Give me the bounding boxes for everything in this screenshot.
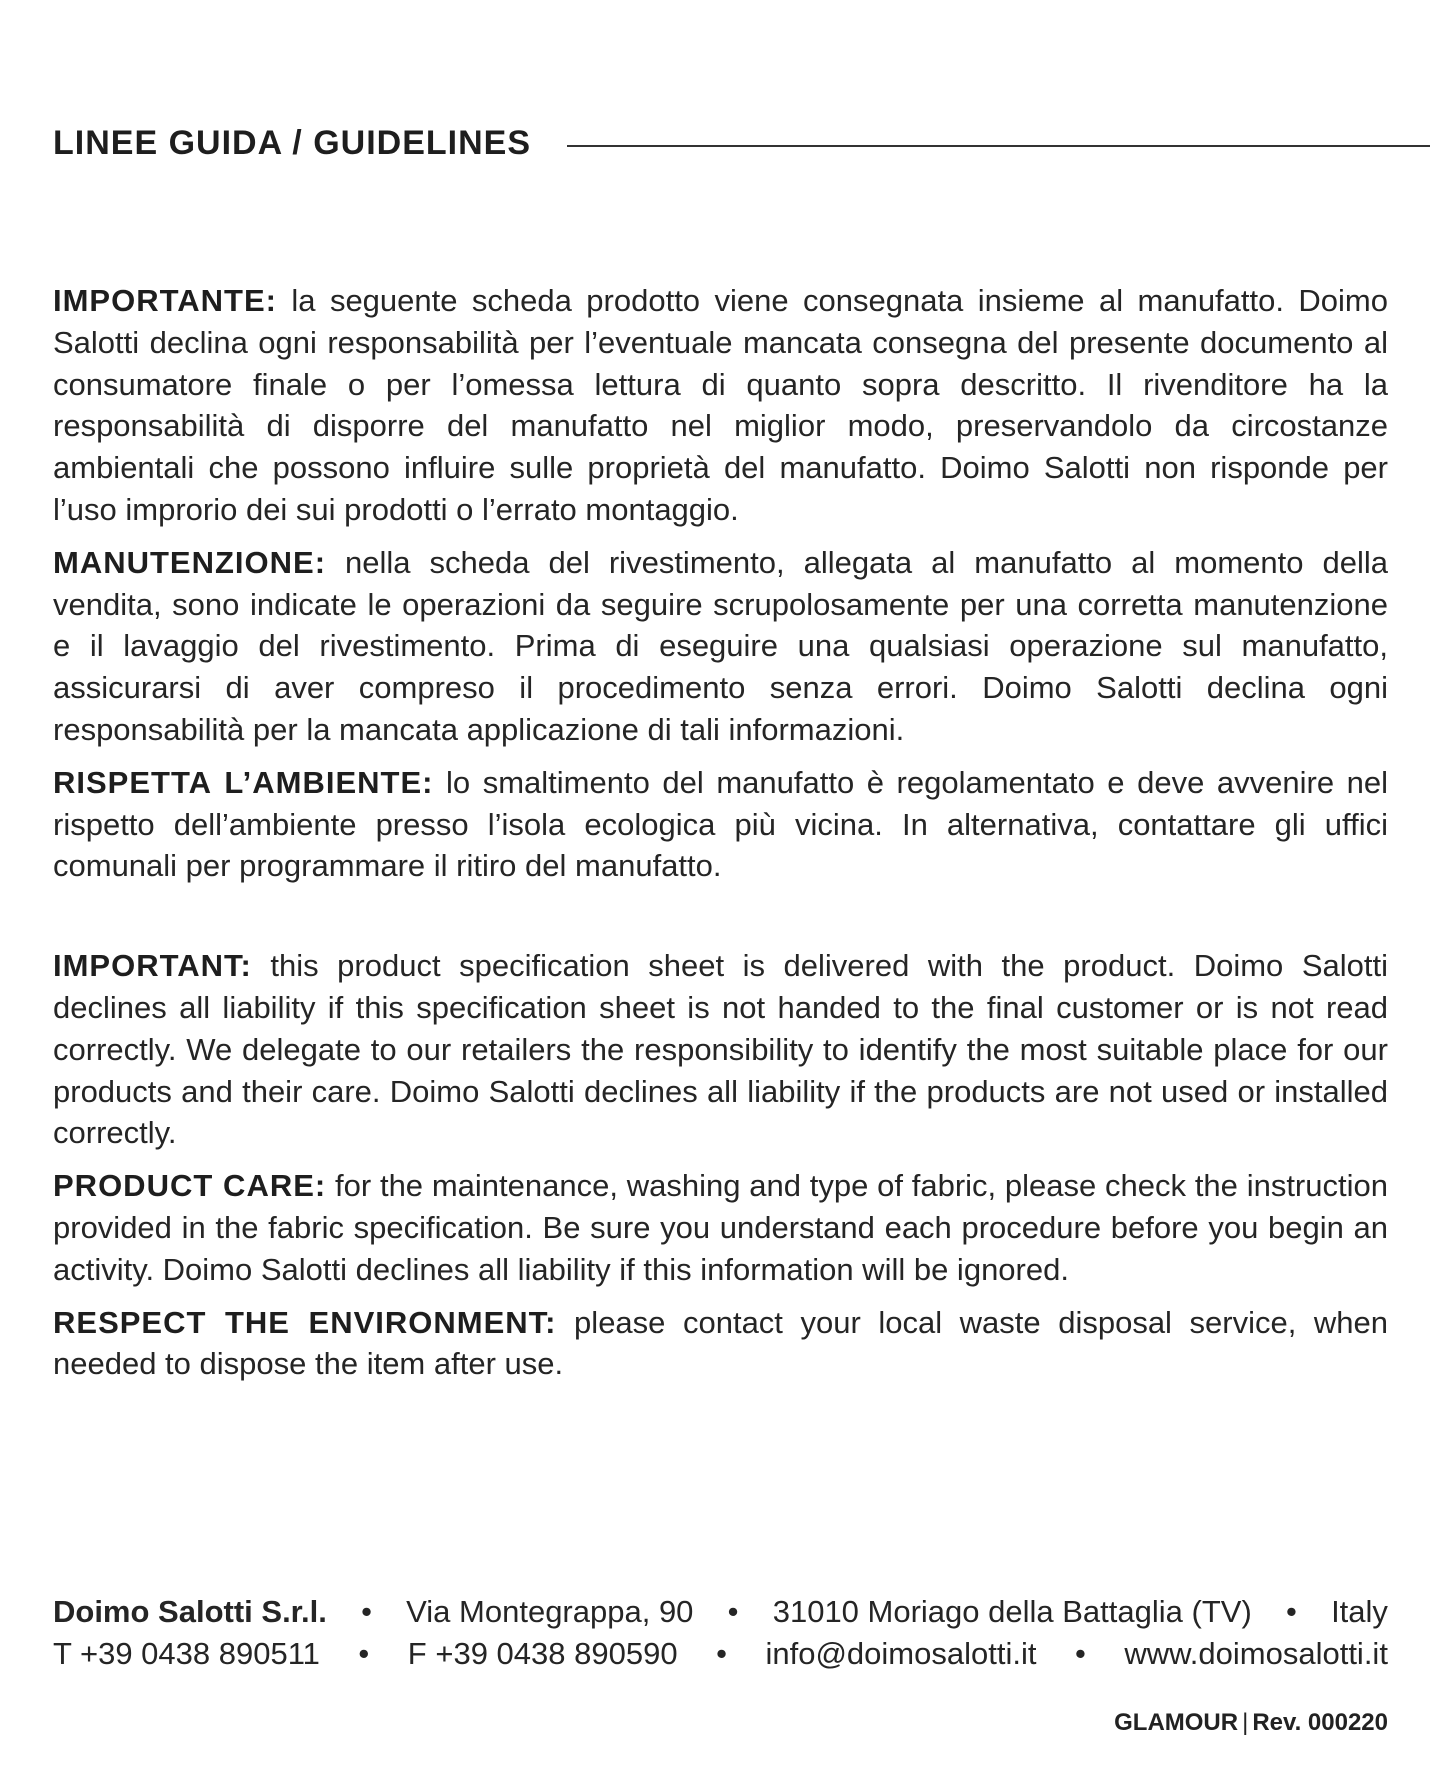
page-header [53,124,1430,163]
bullet-separator: • [361,1594,372,1629]
paragraph-text: for the maintenance, washing and type of fabric, please check the instruction provided in the fabric specification. Be sure you understand each procedure before you begin an activity. Doimo Salotti declines all liability if this information will be ignored. [53,1168,1388,1287]
paragraph-rispetta-ambiente [53,762,1388,887]
email-address: info@doimosalotti.it [765,1635,1037,1671]
fax-number: F +39 0438 890590 [407,1635,678,1671]
language-separator [53,898,1388,945]
header-divider [567,145,1430,147]
address-line-1 [53,1591,1388,1633]
revision-number: Rev. 000220 [1252,1709,1388,1736]
address-line-2 [53,1633,1388,1675]
document-reference [1114,1709,1388,1737]
paragraph-product-care [53,1165,1388,1290]
bullet-separator: • [1285,1594,1297,1629]
paragraph-respect-environment [53,1302,1388,1386]
company-name: Doimo Salotti S.r.l. [53,1594,327,1629]
phone-number: T +39 0438 890511 [53,1635,320,1671]
paragraph-heading: RESPECT THE ENVIRONMENT: [53,1304,557,1340]
paragraph-text: nella scheda del rivestimento, allegata al manufatto al momento della vendita, sono indicate le operazioni da seguire scrupolosamente per una corretta manutenzione e il lavaggio del rivestimento. Prima di eseguire una qualsiasi operazione sul manufatto, assicurarsi di aver compreso il procedimento senza errori. Doimo Salotti declina ogni responsabilità per la mancata applicazione di tali informazioni. [53,544,1388,747]
paragraph-text: lo smaltimento del manufatto è regolamentato e deve avvenire nel rispetto dell’ambiente presso l’isola ecologica più vicina. In alternativa, contattare gli uffici comunali per programmare il ritiro del manufatto. [53,764,1388,884]
guidelines-content [53,280,1388,1396]
paragraph-heading: MANUTENZIONE: [53,544,327,580]
company-address [53,1591,1388,1675]
paragraph-heading: IMPORTANT: [53,948,252,984]
street-address: Via Montegrappa, 90 [406,1594,694,1629]
bullet-separator: • [727,1594,739,1629]
website-url: www.doimosalotti.it [1124,1635,1388,1671]
bullet-separator: • [716,1635,727,1671]
paragraph-text: la seguente scheda prodotto viene consegnata insieme al manufatto. Doimo Salotti declina ogni responsabilità per l’eventuale mancata consegna del presente documento al consumatore finale o per l’omessa lettura di quanto sopra descritto. Il rivenditore ha la responsabilità di disporre del manufatto nel miglior modo, preservandolo da circostanze ambientali che possono influire sulle proprietà del manufatto. Doimo Salotti non risponde per l’uso improrio dei sui prodotti o l’errato montaggio. [53,283,1388,527]
bullet-separator: • [1074,1635,1086,1671]
paragraph-text: this product specification sheet is delivered with the product. Doimo Salotti declines all liability if this specification sheet is not handed to the final customer or is not read correctly. We delegate to our retailers the responsibility to identify the most suitable place for our products and their care. Doimo Salotti declines all liability if the products are not used or installed correctly. [53,948,1388,1151]
country: Italy [1331,1594,1388,1629]
city-address: 31010 Moriago della Battaglia (TV) [772,1594,1252,1629]
paragraph-importante [53,280,1388,531]
reference-separator: | [1242,1709,1249,1736]
paragraph-heading: RISPETTA L’AMBIENTE: [53,764,434,800]
paragraph-heading: IMPORTANTE: [53,283,277,318]
paragraph-heading: PRODUCT CARE: [53,1168,327,1204]
page-title: LINEE GUIDA / GUIDELINES [53,124,532,162]
paragraph-important [53,945,1388,1154]
product-name: GLAMOUR [1114,1709,1239,1736]
paragraph-manutenzione [53,542,1388,751]
bullet-separator: • [358,1635,370,1671]
paragraph-text: please contact your local waste disposal service, when needed to dispose the item after use. [53,1304,1388,1382]
